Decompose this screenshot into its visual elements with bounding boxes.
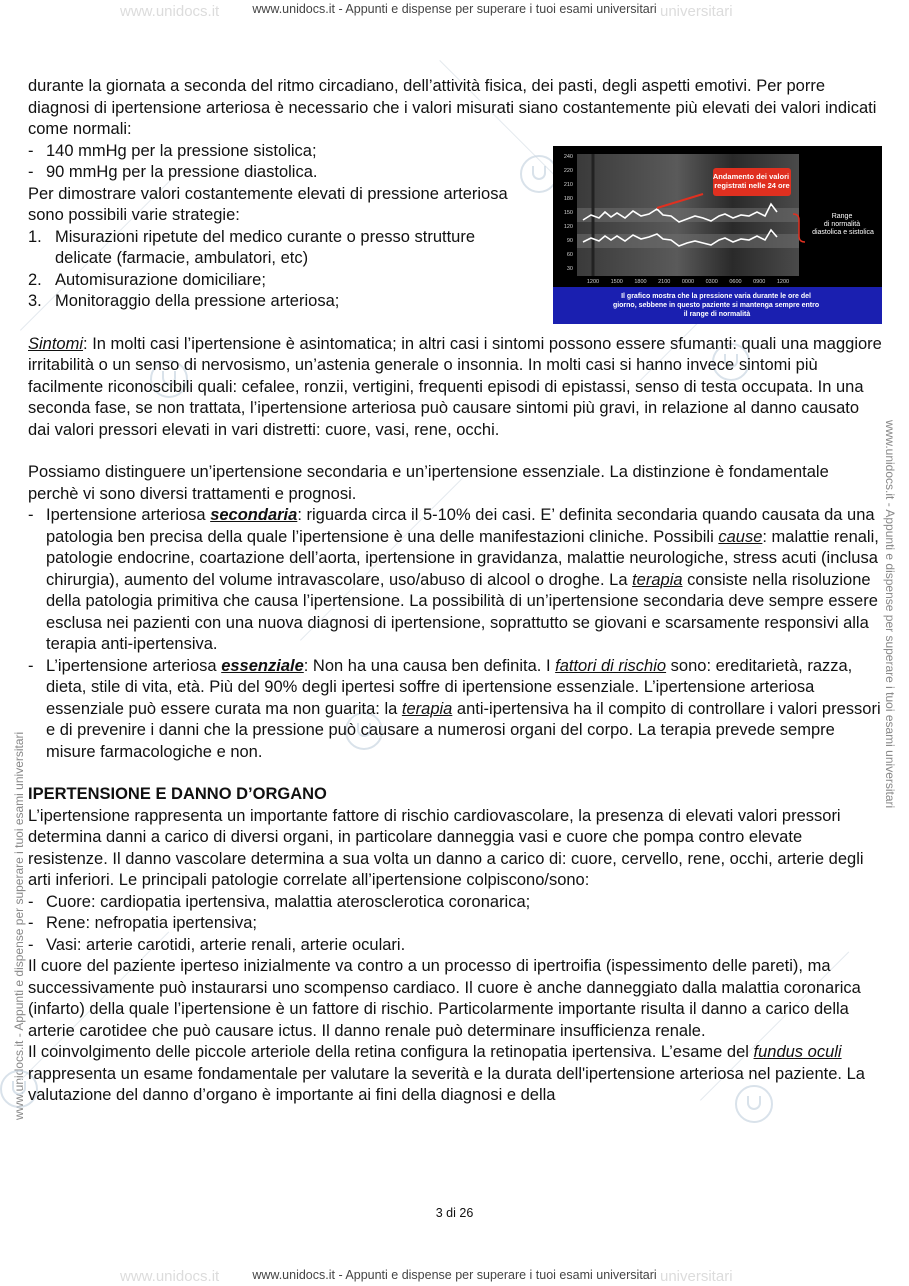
bullet-dash: - [28, 892, 34, 911]
y-tick-label: 120 [563, 224, 573, 230]
x-tick-label: 0900 [753, 279, 766, 285]
list-item: - 90 mmHg per la pressione diastolica. [28, 162, 533, 184]
term-fattori-di-rischio: fattori di rischio [555, 656, 667, 675]
x-tick-label: 1200 [586, 279, 600, 285]
callout-text: Andamento dei valori registrati nelle 24 ore [712, 172, 790, 190]
distinzione-paragraph: Possiamo distinguere un’ipertensione secondaria e un’ipertensione essenziale. La distinzione è fondamentale perchè vi sono diversi trattamenti e prognosi. [28, 463, 829, 503]
diastolic-normal-band [577, 234, 799, 248]
list-item: 3. Monitoraggio della pressione arteriosa; [28, 292, 340, 310]
list-item-secondaria: - Ipertensione arteriosa secondaria: riguarda circa il 5-10% dei casi. E’ definita secondaria quando causata da una patologia ben precisa della quale l’ipertensione è una delle manifestazioni cliniche. Possibili cause: malattie renali, patologie endocrine, coartazione dell’aorta, ipertensione in gravidanza, malattie neurologiche, stress acuti (inclusa chirurgia), aumento del volume intravascolare, uso/abuso di alcool o droghe. La terapia consiste nella risoluzione della patologia primitiva che causa l’ipertensione. La possibilità di un’ipertensione secondaria deve sempre essere esclusa nei pazienti con una nuova diagnosi di ipertensione, soprattutto se giovani e scarsamente responsivi alla terapia anti-ipertensiva. [28, 506, 879, 653]
spacer [28, 441, 882, 462]
y-tick-label: 180 [563, 196, 573, 202]
intro-paragraph: durante la giornata a seconda del ritmo circadiano, dell’attività fisica, dei pasti, degli aspetti emotivi. Per porre diagnosi di ipertensione arteriosa è necessario che i valori misurati siano costantemente più elevati dei valori indicati come normali: [28, 77, 877, 138]
ghost-watermark-bottom-right: universitari [660, 1268, 733, 1285]
x-axis-ticks [587, 279, 789, 285]
y-tick-label: 220 [563, 168, 573, 174]
sintomi-paragraph: Sintomi: In molti casi l’ipertensione è asintomatica; in altri casi i sintomi possono essere sfumanti: quali una maggiore irritabilità o un senso di nervosismo, un’astenia generale o insonnia. In molti casi si hanno invece sintomi più facilmente riconoscibili quali: cefalee, ronzii, vertigini, frequenti episodi di epistassi, senso di testa occupata. In una seconda fase, se non trattata, l’ipertensione arteriosa può causare sintomi più gravi, in relazione al danno causato dai valori pressori elevati in vari distretti: cuore, vasi, rene, occhi. [28, 334, 882, 439]
footer-watermark: www.unidocs.it - Appunti e dispense per superare i tuoi esami universitari [252, 1268, 657, 1282]
sintomi-label: Sintomi [28, 334, 84, 353]
y-tick-label: 240 [563, 154, 573, 160]
list-item: - Cuore: cardiopatia ipertensiva, malattia aterosclerotica coronarica; [28, 892, 882, 914]
bullet-dash: - [28, 935, 34, 954]
spacer [28, 763, 882, 784]
y-tick-label: 60 [566, 252, 573, 258]
bullet-dash: - [28, 506, 34, 524]
bullet-dash: - [28, 656, 34, 675]
term-cause: cause [718, 527, 763, 546]
left-side-watermark: www.unidocs.it - Appunti e dispense per superare i tuoi esami universitari [12, 731, 26, 1120]
term-fundus-oculi: fundus oculi [753, 1043, 842, 1061]
figure-caption: Il grafico mostra che la pressione varia durante le ore del giorno, sebbene in questo paziente si mantenga sempre entro il range di normalità [612, 293, 820, 318]
x-tick-label: 1800 [634, 279, 647, 285]
y-tick-label: 150 [563, 210, 573, 216]
y-tick-label: 30 [566, 266, 573, 272]
list-item: 1. Misurazioni ripetute del medico curante o presso strutture delicate (farmacie, ambulatori, etc) [28, 227, 476, 267]
term-terapia: terapia [632, 570, 683, 589]
bullet-dash: - [28, 141, 34, 160]
intro-left-column [28, 141, 533, 313]
x-tick-label: 0300 [705, 279, 718, 285]
y-axis-ticks [564, 154, 573, 272]
list-item-essenziale: - L’ipertensione arteriosa essenziale: Non ha una causa ben definita. I fattori di rischio sono: ereditarietà, razza, dieta, stile di vita, età. Più del 90% degli ipertesi soffre di ipertensione essenziale. L’ipertensione arteriosa essenziale può essere curata ma non guarita: la terapia anti-ipertensiva ha il compito di controllare i valori pressori e di prevenire i danni che la pressione può causare a numerosi organi del corpo. La terapia prevede sempre misure farmacologiche e non. [28, 656, 881, 761]
term-secondaria: secondaria [210, 506, 298, 524]
bullet-dash: - [28, 914, 34, 932]
list-item: - Vasi: arterie carotidi, arterie renali, arterie oculari. [28, 935, 882, 957]
pressure-chart-svg [553, 146, 882, 324]
ghost-watermark-bottom-left: www.unidocs.it [120, 1268, 220, 1285]
x-tick-label: 0600 [729, 279, 742, 285]
list-item: - 140 mmHg per la pressione sistolica; [28, 141, 533, 163]
cuore-paragraph: Il cuore del paziente iperteso inizialmente va contro a un processo di ipertroifia (ispessimento delle pareti), ma successivamente può instaurarsi uno scompenso cardiaco. Il cuore è anche danneggiato dalla malattia coronarica (infarto) della quale l’ipertensione è un fattore di rischio. Particolarmente importante risulta il danno a carico della arterie carotidee che può causare ictus. Il danno renale può determinare insufficienza renale. [28, 957, 861, 1040]
term-terapia: terapia [401, 699, 453, 718]
page-number: 3 di 26 [435, 1206, 474, 1220]
x-tick-label: 1200 [776, 279, 790, 285]
danno-intro-paragraph: L’ipertensione rappresenta un importante fattore di rischio cardiovascolare, la presenza di elevati valori pressori determina danni a carico di diversi organi, in particolare danneggia vasi e cuore che pompa contro elevate resistenze. Il danno vascolare determina a sua volta un danno a carico di: cuore, cervello, rene, occhi, arterie degli arti inferiori. Le principali patologie correlate all’ipertensione colpiscono/sono: [28, 806, 864, 889]
term-essenziale: essenziale [221, 656, 304, 675]
retina-paragraph: Il coinvolgimento delle piccole arteriole della retina configura la retinopatia ipertensiva. L’esame del fundus oculi rappresenta un esame fondamentale per valutare la severità e la durata dell'ipertensione arteriosa nel paziente. La valutazione del danno d’organo è importante ai fini della diagnosi e della [28, 1043, 865, 1104]
x-tick-label: 0000 [681, 279, 695, 285]
list-item: - Rene: nefropatia ipertensiva; [28, 913, 882, 935]
x-tick-label: 2100 [658, 279, 671, 285]
list-item: 2. Automisurazione domiciliare; [28, 270, 266, 289]
x-tick-label: 1500 [610, 279, 623, 285]
y-tick-label: 210 [563, 182, 573, 188]
range-label: Range di normalità diastolica e sistolica [812, 213, 874, 236]
bullet-dash: - [28, 163, 34, 181]
pressure-chart-figure [553, 146, 882, 324]
right-side-watermark: www.unidocs.it - Appunti e dispense per superare i tuoi esami universitari [883, 420, 897, 809]
ghost-watermark-top-left: www.unidocs.it [120, 3, 220, 20]
strategies-intro: Per dimostrare valori costantemente elevati di pressione arteriosa sono possibili varie strategie: [28, 184, 508, 224]
header-watermark: www.unidocs.it - Appunti e dispense per superare i tuoi esami universitari [252, 2, 657, 16]
ghost-watermark-top-right: universitari [660, 3, 733, 20]
y-tick-label: 90 [566, 238, 573, 244]
section-heading: IPERTENSIONE E DANNO D’ORGANO [28, 785, 327, 803]
